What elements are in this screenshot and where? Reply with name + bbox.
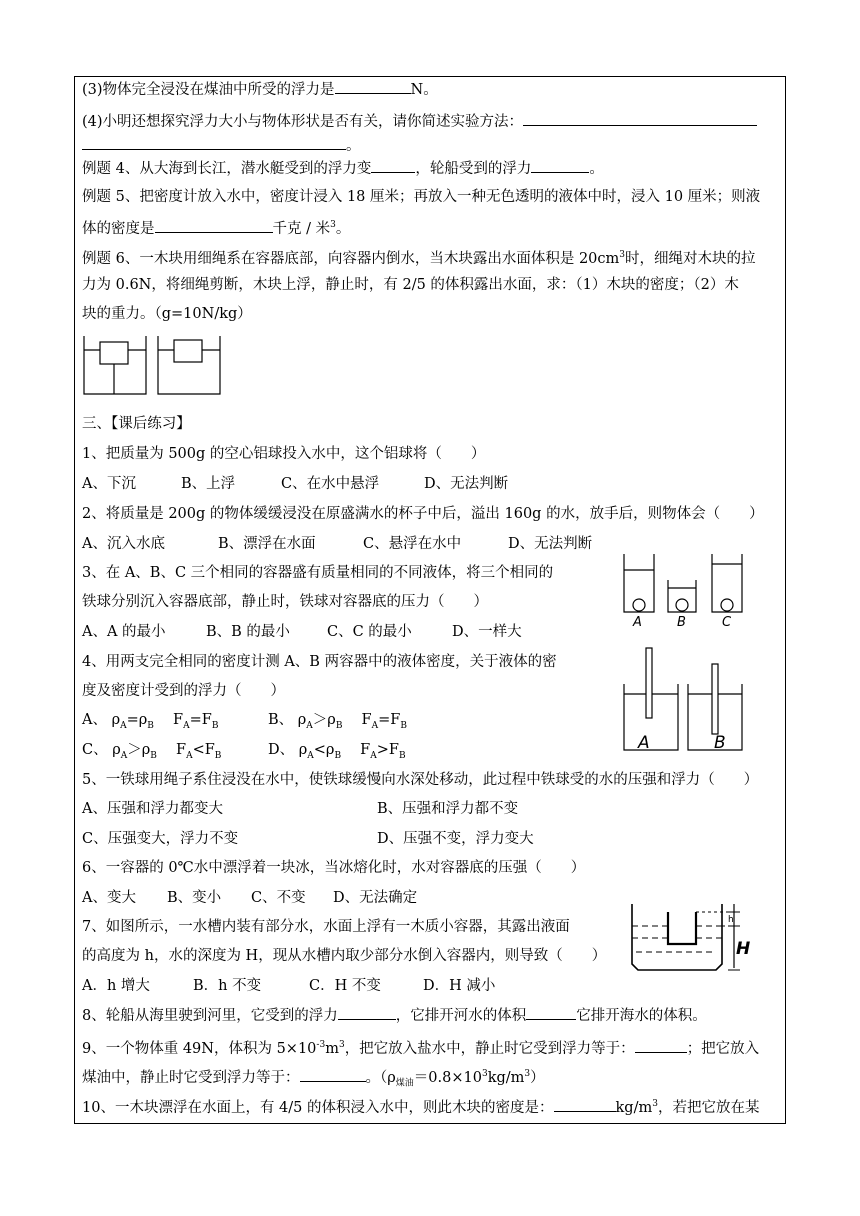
example-part4: (4)小明还想探究浮力大小与物体形状是否有关，请你简述实验方法： bbox=[82, 111, 757, 132]
height-label-h: h bbox=[728, 915, 734, 925]
question-10: 10、一木块漂浮在水面上，有 4/5 的体积浸入水中，则此木块的密度是： $kg/m^3$，若把它放在某 bbox=[82, 1094, 759, 1118]
question-3-line2: 铁球分别沉入容器底部，静止时，铁球对容器底的压力（ ） bbox=[82, 594, 488, 610]
q6-option-d[interactable]: D、无法确定 bbox=[333, 890, 418, 906]
q5-option-c[interactable]: C、压强变大，浮力不变 bbox=[82, 831, 239, 847]
answer-blank[interactable] bbox=[523, 111, 757, 126]
example-6-line1: 例题 6、一木块用细绳系在容器底部，向容器内倒水，当木块露出水面体积是 $20cm^3$时，细绳对木块的拉 bbox=[82, 250, 756, 267]
floating-container-figure bbox=[624, 898, 754, 974]
question-2: 2、将质量是 200g 的物体缓缓浸没在原盛满水的杯子中后，溢出 160g 的水，放手后，则物体会（ ） bbox=[82, 506, 764, 522]
example-5-line1: 例题 5、把密度计放入水中，密度计浸入 18 厘米；再放入一种无色透明的液体中时，浸入 10 厘米；则液 bbox=[82, 189, 761, 205]
section-3-heading: 三、【课后练习】 bbox=[82, 416, 191, 432]
container-label: C bbox=[722, 615, 732, 630]
q7-option-a[interactable]: A．h 增大 bbox=[82, 978, 150, 994]
q1-option-b[interactable]: B、上浮 bbox=[181, 476, 236, 492]
q2-option-c[interactable]: C、悬浮在水中 bbox=[363, 536, 462, 552]
q4-option-b[interactable]: B、 $\rho_A>\rho_B$ $F_A=F_B$ bbox=[268, 712, 407, 731]
container-label: B bbox=[714, 733, 726, 753]
example-part3: (3)物体完全浸没在煤油中所受的浮力是 N。 bbox=[82, 79, 438, 100]
example-5-line2: 体的密度是 千克 / 米$^3$。 bbox=[82, 215, 350, 239]
answer-blank[interactable] bbox=[371, 158, 415, 173]
question-9-line1: 9、一个物体重 49N，体积为 $5\times 10^{-3}m^3$，把它放入盐水中，静止时它受到浮力等于： ；把它放入 bbox=[82, 1035, 759, 1059]
answer-blank[interactable] bbox=[155, 218, 273, 233]
example-6-line2: 力为 0.6N，将细绳剪断，木块上浮，静止时，有 2/5 的体积露出水面，求：（1）木块的密度；（2）木 bbox=[82, 277, 739, 293]
q1-option-c[interactable]: C、在水中悬浮 bbox=[281, 476, 380, 492]
q3-option-d[interactable]: D、一样大 bbox=[452, 624, 522, 640]
container-label: B bbox=[677, 615, 686, 630]
answer-blank[interactable] bbox=[554, 1097, 616, 1112]
answer-blank[interactable] bbox=[338, 1005, 396, 1020]
question-7-line1: 7、如图所示，一水槽内装有部分水，水面上浮有一木质小容器，其露出液面 bbox=[82, 919, 570, 935]
q1-option-d[interactable]: D、无法判断 bbox=[424, 476, 509, 492]
q5-option-b[interactable]: B、压强和浮力都不变 bbox=[377, 801, 519, 817]
q2-option-b[interactable]: B、漂浮在水面 bbox=[218, 536, 316, 552]
question-3-line1: 3、在 A、B、C 三个相同的容器盛有质量相同的不同液体，将三个相同的 bbox=[82, 565, 554, 581]
q4-option-a[interactable]: A、 $\rho_A=\rho_B$ $F_A=F_B$ bbox=[82, 712, 219, 731]
question-8: 8、轮船从海里驶到河里，它受到的浮力 ，它排开河水的体积 它排开海水的体积。 bbox=[82, 1005, 707, 1026]
q7-option-c[interactable]: C．H 不变 bbox=[309, 978, 381, 994]
q4-option-d[interactable]: D、 $\rho_A<\rho_B$ $F_A>F_B$ bbox=[268, 742, 406, 761]
answer-blank[interactable] bbox=[335, 79, 411, 94]
container-label: A bbox=[638, 733, 650, 753]
example-part4-cont: 。 bbox=[82, 135, 361, 156]
q3-option-c[interactable]: C、C 的最小 bbox=[327, 624, 412, 640]
question-6: 6、一容器的 0℃水中漂浮着一块冰，当冰熔化时，水对容器底的压强（ ） bbox=[82, 860, 586, 876]
q4-option-c[interactable]: C、 $\rho_A>\rho_B$ $F_A<F_B$ bbox=[82, 742, 222, 761]
tethered-block-figure bbox=[82, 334, 224, 396]
q6-option-a[interactable]: A、变大 bbox=[82, 890, 136, 906]
q3-option-a[interactable]: A、A 的最小 bbox=[82, 624, 166, 640]
q6-option-b[interactable]: B、变小 bbox=[167, 890, 222, 906]
height-label-H: H bbox=[736, 939, 751, 959]
question-4-line1: 4、用两支完全相同的密度计测 A、B 两容器中的液体密度，关于液体的密 bbox=[82, 654, 557, 670]
answer-blank[interactable] bbox=[635, 1038, 687, 1053]
container-label: A bbox=[633, 615, 642, 630]
q2-option-a[interactable]: A、沉入水底 bbox=[82, 536, 165, 552]
three-containers-figure bbox=[618, 550, 746, 630]
question-1: 1、把质量为 500g 的空心铝球投入水中，这个铝球将（ ） bbox=[82, 446, 486, 462]
example-6-line3: 块的重力。（g=10N/kg） bbox=[82, 306, 252, 322]
answer-blank[interactable] bbox=[526, 1005, 576, 1020]
q1-option-a[interactable]: A、下沉 bbox=[82, 476, 136, 492]
question-4-line2: 度及密度计受到的浮力（ ） bbox=[82, 683, 285, 699]
answer-blank[interactable] bbox=[82, 135, 346, 150]
answer-blank[interactable] bbox=[300, 1067, 366, 1082]
question-9-line2: 煤油中，静止时它受到浮力等于： 。$(\rho_{煤油}=0.8\times 10^3kg/m^3)$ bbox=[82, 1064, 545, 1094]
q5-option-a[interactable]: A、压强和浮力都变大 bbox=[82, 801, 223, 817]
question-7-line2: 的高度为 h，水的深度为 H，现从水槽内取少部分水倒入容器内，则导致（ ） bbox=[82, 948, 607, 964]
hydrometer-figure bbox=[618, 644, 746, 756]
answer-blank[interactable] bbox=[531, 158, 589, 173]
q7-option-d[interactable]: D．H 减小 bbox=[423, 978, 496, 994]
q2-option-d[interactable]: D、无法判断 bbox=[508, 536, 593, 552]
q6-option-c[interactable]: C、不变 bbox=[251, 890, 306, 906]
question-5: 5、一铁球用绳子系住浸没在水中，使铁球缓慢向水深处移动，此过程中铁球受的水的压强和浮力（ ） bbox=[82, 772, 759, 788]
q7-option-b[interactable]: B．h 不变 bbox=[193, 978, 262, 994]
q3-option-b[interactable]: B、B 的最小 bbox=[206, 624, 290, 640]
q5-option-d[interactable]: D、压强不变，浮力变大 bbox=[377, 831, 534, 847]
example-4: 例题 4、从大海到长江，潜水艇受到的浮力变 ，轮船受到的浮力 。 bbox=[82, 158, 604, 179]
